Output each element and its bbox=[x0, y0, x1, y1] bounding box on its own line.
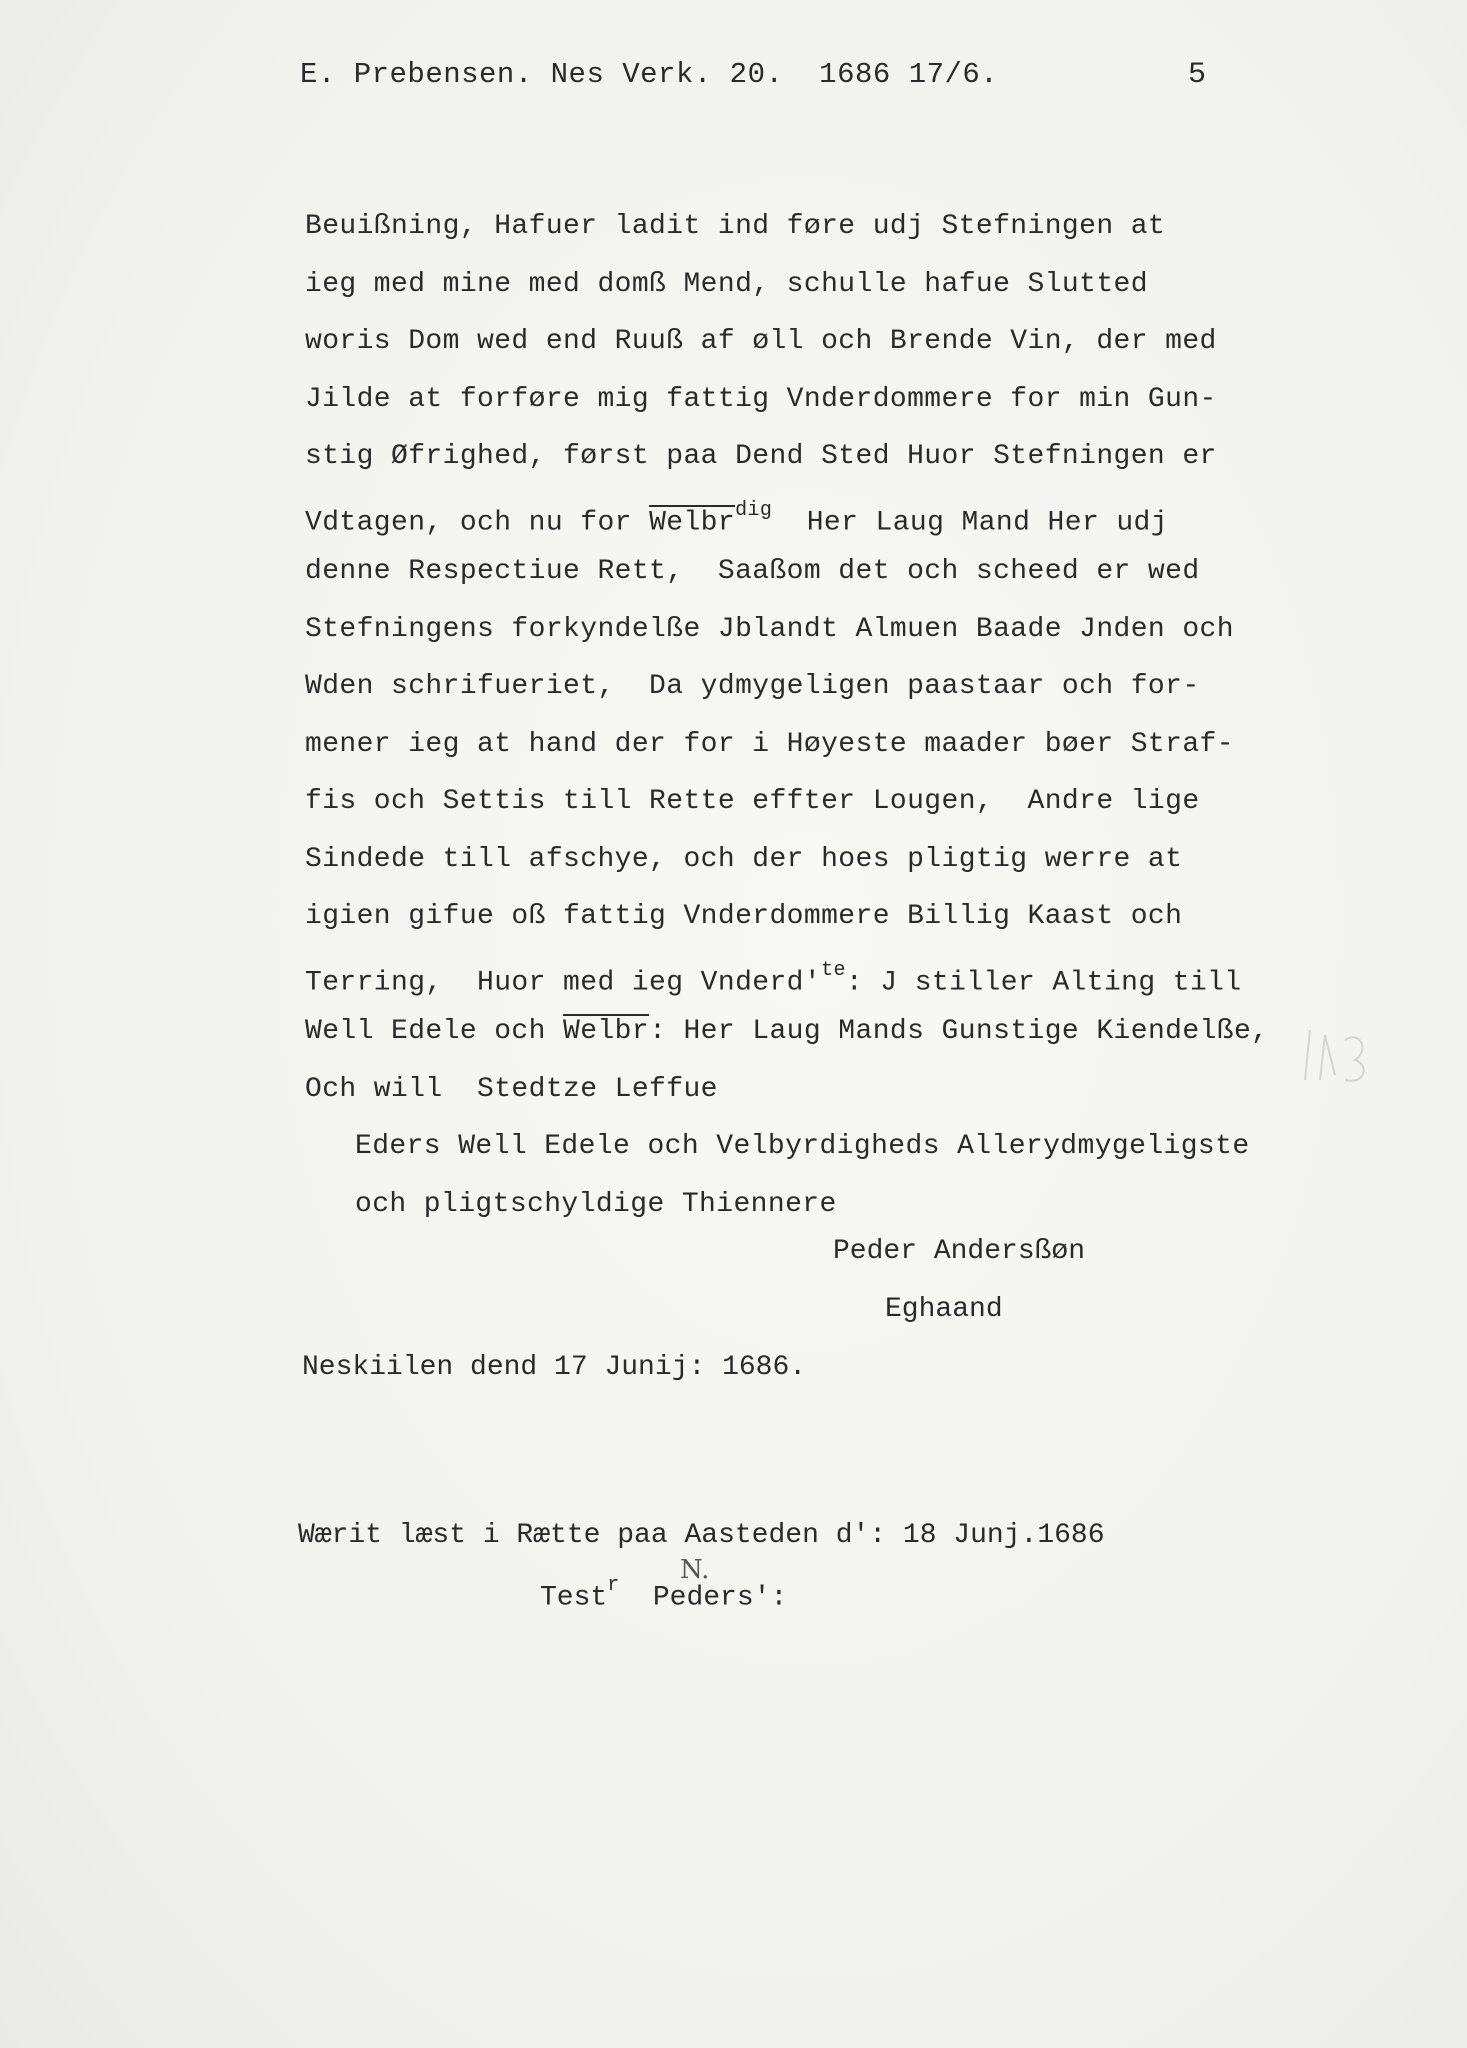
text-line: stig Øfrighed, først paa Dend Sted Huor Stefningen er bbox=[305, 441, 1217, 472]
text-line: Sindede till afschye, och der hoes pligtig werre at bbox=[305, 843, 1183, 875]
text-segment: Well Edele och bbox=[305, 1016, 564, 1047]
page-header: E. Prebensen. Nes Verk. 20. 1686 17/6. bbox=[300, 58, 999, 91]
text-line: Beuißning, Hafuer ladit ind føre udj Stefningen at bbox=[305, 211, 1166, 242]
place-date: Neskiilen dend 17 Junij: 1686. bbox=[302, 1352, 807, 1383]
text-line: och pligtschyldige Thiennere bbox=[355, 1188, 837, 1220]
signature-name: Peder Andersßøn bbox=[833, 1236, 1086, 1267]
text-line: Stefningens forkyndelße Jblandt Almuen Baade Jnden och bbox=[305, 613, 1234, 645]
text-line bbox=[305, 946, 1265, 1004]
page-number: 5 bbox=[1188, 58, 1207, 92]
text-line: Eders Well Edele och Velbyrdigheds Allerydmygeligste bbox=[355, 1131, 1250, 1162]
superscript: dig bbox=[735, 498, 773, 522]
text-line: Jilde at forføre mig fattig Vnderdommere for min Gun- bbox=[305, 383, 1217, 415]
signature-hand: Eghaand bbox=[885, 1294, 1003, 1325]
reading-note: Wærit læst i Rætte paa Aasteden d': 18 Junj.1686 bbox=[298, 1520, 1105, 1551]
text-line bbox=[305, 1003, 1269, 1061]
handwritten-mark: N. bbox=[680, 1555, 710, 1585]
text-line: woris Dom wed end Ruuß af øll och Brende Vin, der med bbox=[305, 326, 1217, 357]
text-line: fis och Settis till Rette effter Lougen, Andre lige bbox=[305, 786, 1200, 817]
text-segment: Her Laug Mand Her udj bbox=[772, 506, 1168, 538]
text-line: Wden schrifueriet, Da ydmygeligen paastaar och for- bbox=[305, 671, 1200, 702]
superscript: te bbox=[821, 958, 846, 982]
text-line: igien gifue oß fattig Vnderdommere Billig Kaast och bbox=[305, 901, 1183, 932]
abbreviation: Welbr bbox=[563, 1016, 650, 1047]
text-line: Och will Stedtze Leffue bbox=[305, 1073, 718, 1105]
abbreviation: Welbr bbox=[649, 506, 736, 538]
text-segment: Peders': bbox=[619, 1582, 788, 1614]
text-line bbox=[305, 486, 1265, 544]
text-segment: : Her Laug Mands Gunstige Kiendelße, bbox=[649, 1016, 1269, 1047]
faint-scan-mark bbox=[1300, 1020, 1380, 1090]
superscript: r bbox=[607, 1574, 620, 1597]
text-line: denne Respectiue Rett, Saaßom det och scheed er wed bbox=[305, 556, 1200, 587]
letter-body bbox=[305, 198, 1269, 1233]
text-segment: Vdtagen, och nu for bbox=[305, 506, 650, 538]
note-signature bbox=[540, 1574, 788, 1614]
text-segment: Terring, Huor med ieg Vnderd' bbox=[305, 966, 822, 998]
text-segment: Test bbox=[540, 1582, 608, 1614]
text-segment: : J stiller Alting till bbox=[845, 966, 1242, 998]
text-line: ieg med mine med domß Mend, schulle hafue Slutted bbox=[305, 268, 1148, 300]
text-line: mener ieg at hand der for i Høyeste maader bøer Straf- bbox=[305, 728, 1234, 760]
